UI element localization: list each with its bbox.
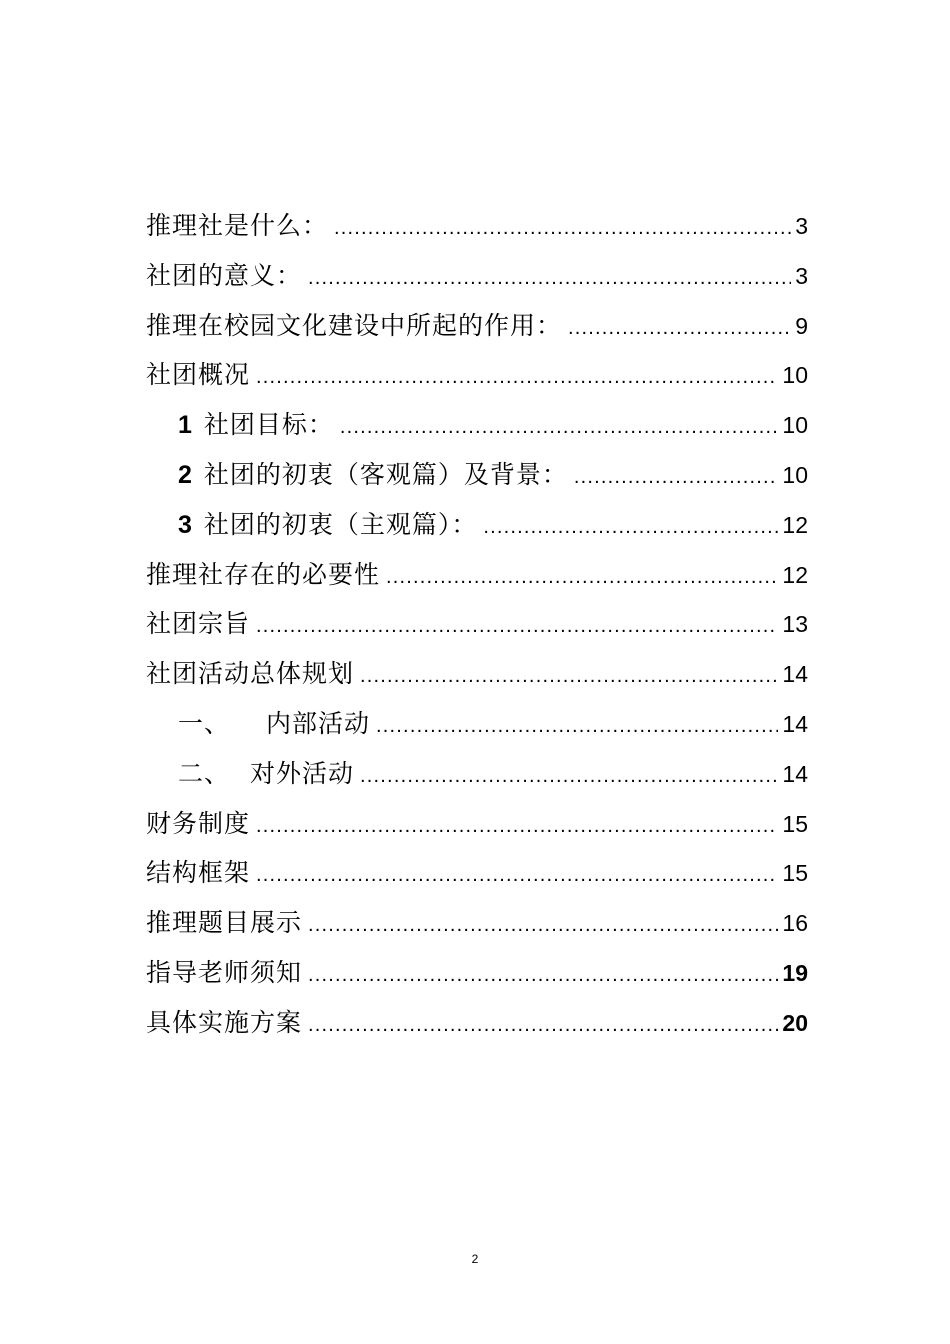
toc-leader-dots [376, 715, 778, 738]
toc-leader-dots [308, 1014, 778, 1037]
toc-entry[interactable] [146, 256, 808, 306]
toc-entry[interactable] [146, 405, 808, 455]
toc-entry-page: 10 [782, 412, 808, 439]
toc-entry[interactable] [146, 1003, 808, 1053]
toc-entry-label: 推理题目展示 [146, 908, 303, 938]
toc-entry[interactable] [146, 604, 808, 654]
toc-entry[interactable] [146, 754, 808, 804]
toc-entry[interactable] [146, 903, 808, 953]
toc-leader-dots [360, 765, 778, 788]
toc-leader-dots [256, 815, 778, 838]
toc-entry-label: 结构框架 [146, 858, 251, 888]
toc-leader-dots [308, 964, 778, 987]
toc-entry-page: 15 [782, 860, 808, 887]
toc-entry-page: 14 [782, 661, 808, 688]
toc-entry-label: 社团的初衷（客观篇）及背景： [203, 459, 568, 489]
toc-entry-label: 指导老师须知 [146, 957, 303, 987]
toc-entry-page: 10 [782, 362, 808, 389]
toc-entry[interactable] [146, 206, 808, 256]
toc-entry-page: 15 [782, 810, 808, 837]
table-of-contents [146, 206, 808, 1053]
toc-entry-label-group [146, 455, 568, 491]
toc-leader-dots [256, 864, 778, 887]
toc-entry[interactable] [146, 306, 808, 356]
toc-entry-label: 社团的初衷（主观篇）： [203, 509, 478, 539]
toc-entry-page: 3 [795, 262, 808, 289]
toc-entry-page: 20 [782, 1009, 808, 1036]
toc-entry[interactable] [146, 455, 808, 505]
toc-entry-page: 12 [782, 561, 808, 588]
toc-leader-dots [360, 665, 778, 688]
toc-entry-label: 内部活动 [266, 708, 371, 738]
toc-leader-dots [386, 566, 778, 589]
toc-entry-number: 二、 [178, 758, 231, 788]
toc-entry-page: 13 [782, 611, 808, 638]
toc-entry-page: 16 [782, 910, 808, 937]
toc-leader-dots [483, 516, 778, 539]
toc-entry-label-group [146, 505, 477, 541]
toc-entry[interactable] [146, 853, 808, 903]
toc-entry-label: 社团的意义： [146, 260, 303, 290]
toc-entry-number: 1 [178, 411, 193, 440]
toc-leader-dots [340, 416, 779, 439]
toc-entry-label: 社团概况 [146, 360, 251, 390]
toc-leader-dots [574, 466, 779, 489]
toc-entry-label-group [146, 754, 354, 790]
toc-leader-dots [308, 914, 778, 937]
toc-entry[interactable] [146, 704, 808, 754]
toc-entry-page: 12 [782, 511, 808, 538]
toc-leader-dots [256, 366, 778, 389]
toc-entry-page: 3 [795, 213, 808, 239]
toc-entry[interactable] [146, 654, 808, 704]
toc-entry-page: 14 [782, 710, 808, 737]
toc-leader-dots [256, 615, 778, 638]
toc-entry-page: 10 [782, 461, 808, 488]
toc-entry-label: 推理社存在的必要性 [146, 559, 381, 589]
toc-entry-label: 社团活动总体规划 [146, 659, 355, 689]
toc-entry-label-group [146, 405, 334, 441]
toc-leader-dots [334, 217, 791, 240]
toc-entry-label: 推理在校园文化建设中所起的作用： [146, 310, 563, 340]
toc-entry[interactable] [146, 505, 808, 555]
toc-entry[interactable] [146, 804, 808, 854]
toc-entry-page: 19 [782, 959, 808, 986]
toc-entry-number: 3 [178, 510, 193, 539]
toc-leader-dots [568, 317, 791, 340]
toc-entry-label: 对外活动 [250, 758, 355, 788]
toc-entry[interactable] [146, 355, 808, 405]
toc-entry-page: 9 [795, 312, 808, 339]
toc-entry-label: 社团目标： [203, 410, 334, 440]
page-number: 2 [471, 1252, 479, 1266]
toc-entry[interactable] [146, 555, 808, 605]
toc-entry-label: 推理社是什么： [146, 211, 329, 240]
toc-entry-label: 具体实施方案 [146, 1007, 303, 1037]
toc-entry-number: 一、 [178, 708, 231, 738]
toc-entry-label: 社团宗旨 [146, 609, 251, 639]
toc-entry-label-group [146, 704, 370, 740]
toc-entry-number: 2 [178, 460, 193, 489]
toc-leader-dots [308, 267, 791, 290]
toc-entry[interactable] [146, 953, 808, 1003]
toc-entry-page: 14 [782, 760, 808, 787]
toc-entry-label: 财务制度 [146, 808, 251, 838]
